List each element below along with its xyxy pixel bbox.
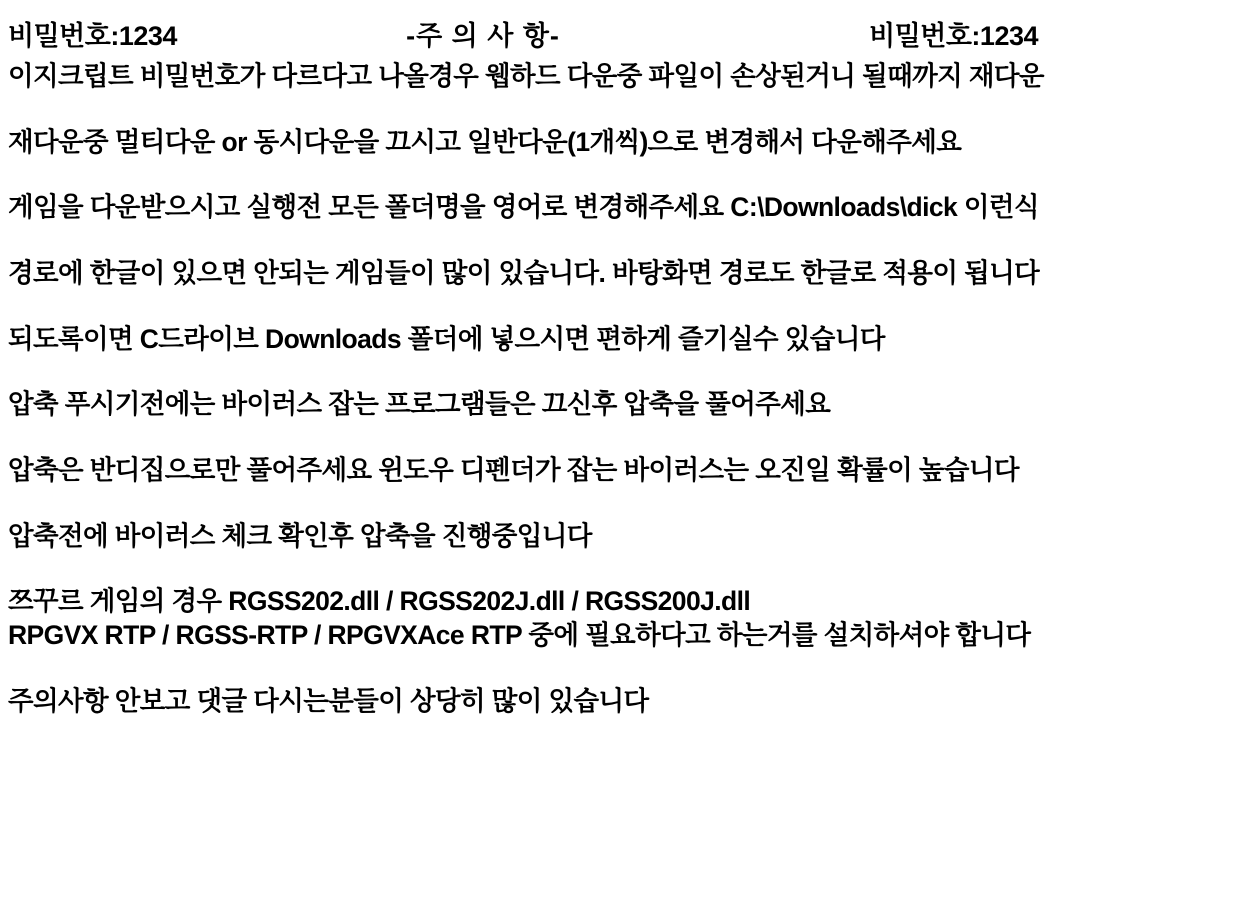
password-left: 비밀번호:1234 (8, 21, 177, 51)
notice-line: 쯔꾸르 게임의 경우 RGSS202.dll / RGSS202J.dll / RGSS200J.dll (8, 586, 751, 617)
notice-line: 주의사항 안보고 댓글 다시는분들이 상당히 많이 있습니다 (8, 685, 649, 716)
notice-line: 되도록이면 C드라이브 Downloads 폴더에 넣으시면 편하게 즐기실수 있습니다 (8, 323, 885, 354)
page-title: -주 의 사 항- (406, 21, 560, 51)
notice-line: 압축은 반디집으로만 풀어주세요 윈도우 디펜더가 잡는 바이러스는 오진일 확률이 높습니다 (8, 455, 1019, 486)
notice-line: 경로에 한글이 있으면 안되는 게임들이 많이 있습니다. 바탕화면 경로도 한글로 적용이 됩니다 (8, 258, 1040, 289)
password-right: 비밀번호:1234 (869, 21, 1038, 51)
notice-line: 압축 푸시기전에는 바이러스 잡는 프로그램들은 끄신후 압축을 풀어주세요 (8, 389, 831, 420)
notice-line: 재다운중 멀티다운 or 동시다운을 끄시고 일반다운(1개씩)으로 변경해서 다운해주세요 (8, 126, 962, 157)
notice-line: RPGVX RTP / RGSS-RTP / RPGVXAce RTP 중에 필요하다고 하는거를 설치하셔야 합니다 (8, 620, 1031, 651)
notice-line: 이지크립트 비밀번호가 다르다고 나올경우 웹하드 다운중 파일이 손상된거니 될때까지 재다운 (8, 61, 1044, 91)
document-header (8, 0, 1238, 56)
notice-body (8, 62, 1238, 716)
notice-line: 게임을 다운받으시고 실행전 모든 폴더명을 영어로 변경해주세요 C:\Downloads\dick 이런식 (8, 192, 1039, 223)
notice-line: 압축전에 바이러스 체크 확인후 압축을 진행중입니다 (8, 520, 592, 551)
